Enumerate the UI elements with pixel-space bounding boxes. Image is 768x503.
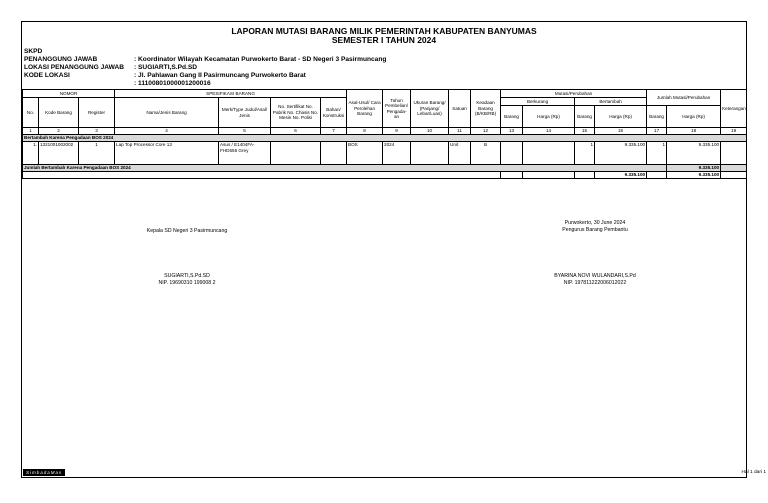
- row-asal: BOS: [347, 142, 383, 165]
- row-keadaan: B: [471, 142, 501, 165]
- report-meta: [24, 48, 386, 88]
- col-number: 16: [595, 128, 647, 135]
- header-barang: Barang: [575, 106, 595, 128]
- row-sertifikat: [271, 142, 321, 165]
- header-bahan: Bahan/ Konstruksi: [321, 98, 347, 128]
- column-number-row: [23, 128, 747, 135]
- mutation-table: [22, 89, 747, 179]
- subtotal-label: Jumlah Bertambah Karena Pengadaan BOS 2024: [23, 165, 667, 172]
- right-signer-nip: NIP. 197811222006012022: [563, 280, 627, 286]
- right-signer-name: BYARINA NOVI WULANDARI,S.Pd: [554, 273, 636, 279]
- meta-value: : 11100801000001200016: [134, 80, 211, 87]
- left-signer-name: SUGIARTI,S.Pd.SD: [164, 273, 210, 279]
- header-nama: Nama/Jenis Barang: [115, 98, 219, 128]
- col-number: 1: [23, 128, 39, 135]
- right-signature-head: [520, 220, 670, 234]
- header-merk: Merk/Type Judul/Asal/ Jenis: [219, 98, 271, 128]
- right-place-date: Purwokerto, 30 June 2024: [564, 220, 626, 226]
- header-register: Register: [79, 98, 115, 128]
- header-nomor: NOMOR: [23, 90, 115, 98]
- report-page: [21, 21, 747, 478]
- header-harga: Harga (Rp): [595, 106, 647, 128]
- header-harga: Harga (Rp): [667, 106, 721, 128]
- total-spacer: [23, 172, 501, 179]
- page-number: Hal 1 dari 1: [741, 470, 766, 475]
- header-spesifikasi: SPESIFIKASI BARANG: [115, 90, 347, 98]
- row-jumlah-barang: 1: [647, 142, 667, 165]
- row-keterangan: [721, 142, 747, 165]
- header-bertambah: Bertambah: [575, 98, 647, 106]
- col-number: 14: [523, 128, 575, 135]
- total-bertambah-barang: [575, 172, 595, 179]
- section-title: Bertambah Karena Pengadaan BOS 2024: [23, 135, 747, 142]
- header-kode: Kode Barang: [39, 98, 79, 128]
- row-jumlah-harga: 9.335.100: [667, 142, 721, 165]
- meta-value: : Jl. Pahlawan Gang II Pasirmuncang Purwokerto Barat: [134, 72, 306, 79]
- subtotal-keterangan: [721, 165, 747, 172]
- col-number: 17: [647, 128, 667, 135]
- row-ukuran: [411, 142, 449, 165]
- meta-value: : Koordinator Wilayah Kecamatan Purwokerto Barat - SD Negeri 3 Pasirmuncang: [134, 56, 387, 63]
- row-nama: Lap Top Processor Core 13: [115, 142, 219, 165]
- right-signer-title: Pengurus Barang Pembantu: [562, 227, 628, 233]
- brand-logo: SimbadaMas: [23, 469, 65, 476]
- row-bertambah-barang: 1: [575, 142, 595, 165]
- col-number: 13: [501, 128, 523, 135]
- header-tahun: Tahun Pembelian/ Pengada- an: [383, 90, 411, 128]
- header-keterangan: Keterangan: [721, 90, 747, 128]
- col-number: 4: [115, 128, 219, 135]
- row-no: 1.: [23, 142, 39, 165]
- row-berkurang-barang: [501, 142, 523, 165]
- header-asal: Asal-Usul/ Cara Perolehan Barang: [347, 90, 383, 128]
- meta-key: PENANGGUNG JAWAB: [24, 56, 98, 63]
- col-number: 3: [79, 128, 115, 135]
- col-number: 15: [575, 128, 595, 135]
- row-satuan: Unit: [449, 142, 471, 165]
- meta-key: LOKASI PENANGGUNG JAWAB: [24, 64, 125, 71]
- row-merk: Asus / E1404FA-FHD555 Grey: [219, 142, 271, 165]
- col-number: 5: [219, 128, 271, 135]
- report-subtitle: SEMESTER I TAHUN 2024: [331, 35, 437, 45]
- header-barang: Barang: [501, 106, 523, 128]
- row-register: 1: [79, 142, 115, 165]
- row-bahan: [321, 142, 347, 165]
- col-number: 6: [271, 128, 321, 135]
- col-number: 7: [321, 128, 347, 135]
- left-signer-nip: NIP. 19690310 199008 2: [158, 280, 216, 286]
- header-no: No.: [23, 98, 39, 128]
- row-tahun: 2024: [383, 142, 411, 165]
- col-number: 2: [39, 128, 79, 135]
- meta-key: KODE LOKASI: [24, 72, 70, 79]
- header-jumlah-mutasi: Jumlah Mutasi/Perubahan: [647, 90, 721, 106]
- col-number: 18: [667, 128, 721, 135]
- header-satuan: Satuan: [449, 90, 471, 128]
- left-signature-title: Kepala SD Negeri 3 Pasirmuncang: [146, 228, 228, 234]
- report-title: LAPORAN MUTASI BARANG MILIK PEMERINTAH KABUPATEN BANYUMAS: [231, 26, 537, 36]
- row-bertambah-harga: 9.335.100: [595, 142, 647, 165]
- header-keadaan: Keadaan Barang (B/KB/RB): [471, 90, 501, 128]
- total-berkurang-barang: [501, 172, 523, 179]
- total-bertambah-harga: 9.335.100: [595, 172, 647, 179]
- left-signature-block: [112, 273, 262, 287]
- total-berkurang-harga: [523, 172, 575, 179]
- table-row: [23, 142, 747, 165]
- header-harga: Harga (Rp): [523, 106, 575, 128]
- total-jumlah-harga: 9.335.100: [667, 172, 721, 179]
- total-keterangan: [721, 172, 747, 179]
- total-row: [23, 172, 747, 179]
- meta-key: [24, 80, 134, 88]
- meta-value: : SUGIARTI,S.Pd.SD: [134, 64, 198, 71]
- total-jumlah-barang: [647, 172, 667, 179]
- subtotal-harga: 9.335.100: [667, 165, 721, 172]
- row-berkurang-harga: [523, 142, 575, 165]
- col-number: 8: [347, 128, 383, 135]
- col-number: 11: [449, 128, 471, 135]
- header-berkurang: Berkurang: [501, 98, 575, 106]
- header-ukuran: Ukuran Barang/ (Panjang/ Lebar/Luas): [411, 90, 449, 128]
- row-kode: 1321001002002: [39, 142, 79, 165]
- col-number: 10: [411, 128, 449, 135]
- col-number: 12: [471, 128, 501, 135]
- right-signature-block: [520, 273, 670, 287]
- meta-key: SKPD: [24, 48, 43, 55]
- header-mutasi: Mutasi/Perubahan: [501, 90, 647, 98]
- col-number: 9: [383, 128, 411, 135]
- col-number: 19: [721, 128, 747, 135]
- header-barang: Barang: [647, 106, 667, 128]
- header-sertifikat: No. Sertifikat No. Pabrik No. Chasis No. Mesin No. Polisi: [271, 98, 321, 128]
